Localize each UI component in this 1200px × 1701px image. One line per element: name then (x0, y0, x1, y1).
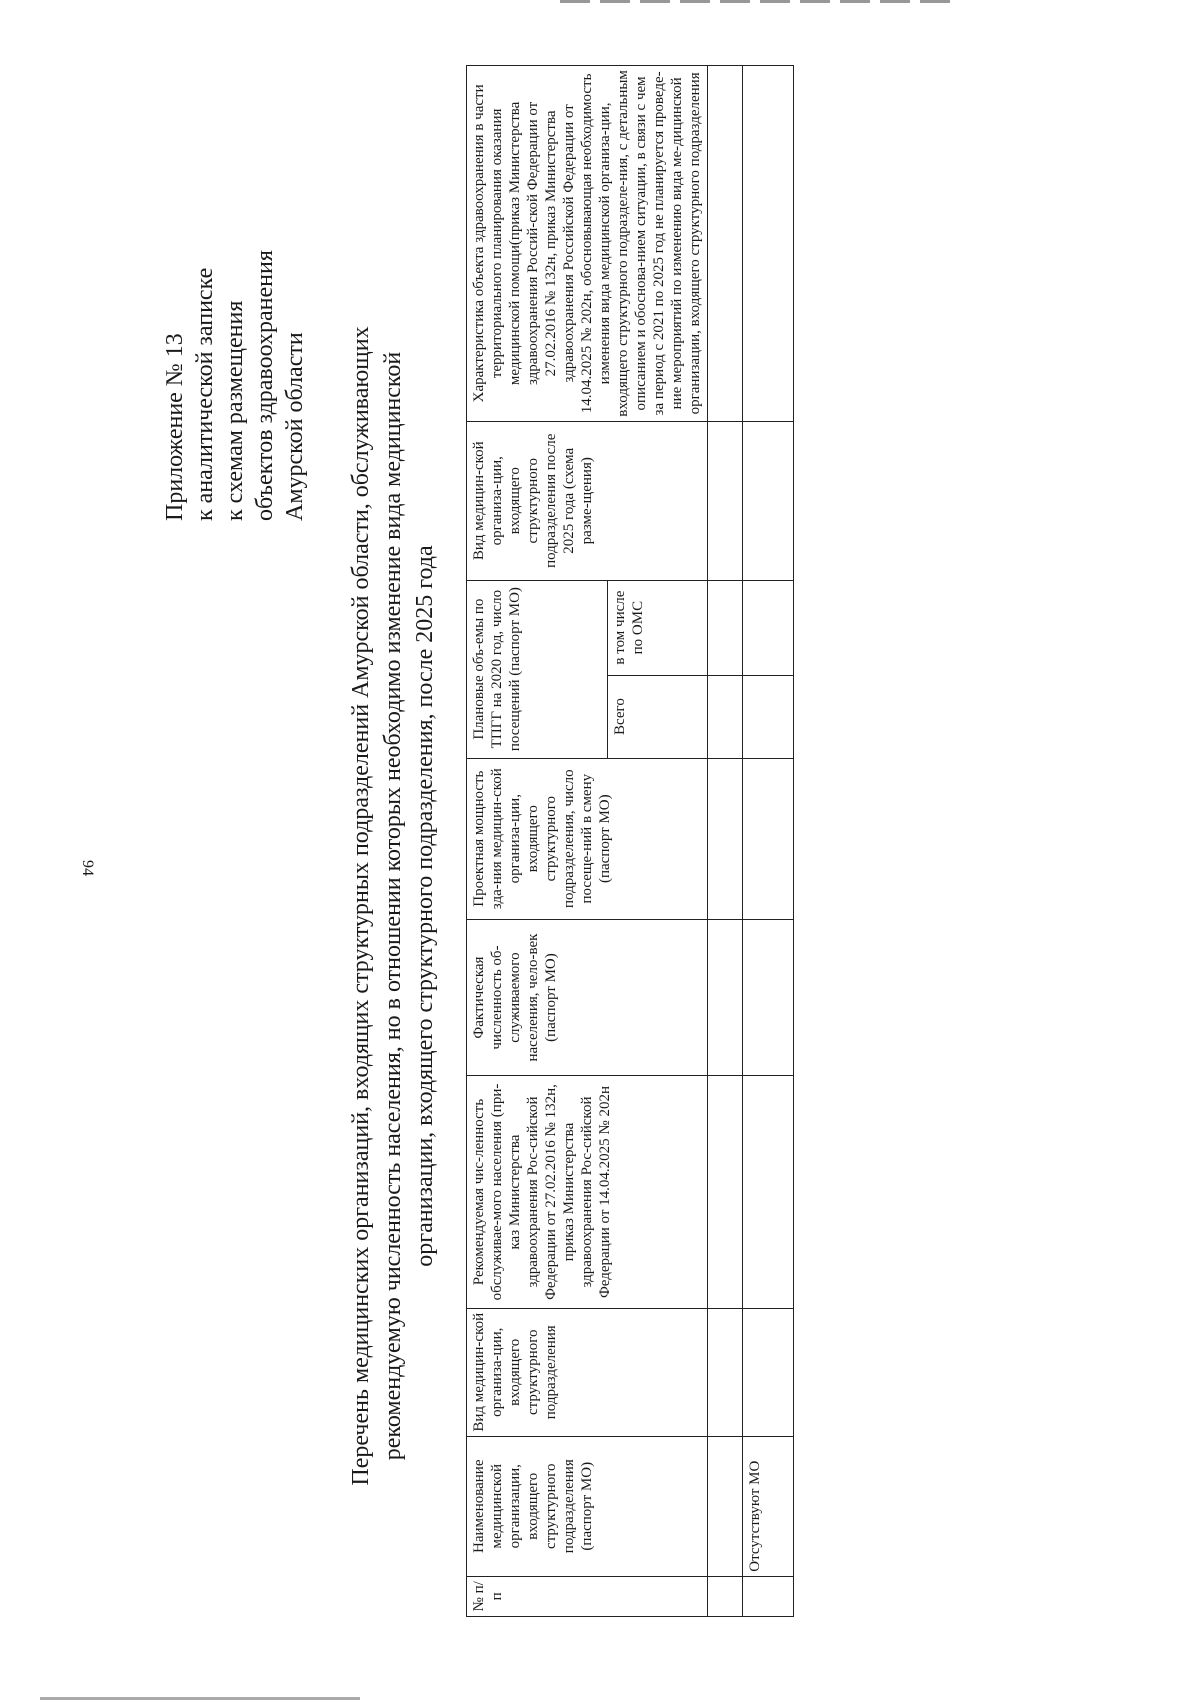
cell-type-after (743, 421, 794, 580)
header-row (467, 66, 608, 1617)
table-cell (708, 1576, 743, 1616)
table-cell (708, 919, 743, 1076)
table-cell (708, 1308, 743, 1436)
table-cell (708, 1076, 743, 1308)
title-line: организации, входящего структурного подразделения, после 2025 года (412, 545, 438, 1267)
cell-recommended (743, 1076, 794, 1308)
cell-num (743, 1576, 794, 1616)
appendix-line: к аналитической записке (192, 267, 218, 521)
header-num: № п/п (467, 1576, 708, 1616)
header-name: Наименование медицинской организации, входящего структурного подразделения (паспорт МО) (467, 1436, 708, 1576)
table-cell (708, 580, 743, 675)
appendix-line: к схемам размещения (222, 300, 248, 521)
page-number: 94 (79, 860, 96, 876)
title-line: Перечень медицинских организаций, входящих структурных подразделений Амурской области, обслуживающих (348, 326, 374, 1486)
table-row-blank (708, 66, 743, 1617)
organizations-table (466, 65, 794, 1617)
header-characteristic: Характеристика объекта здравоохранения в части территориального планирования оказания медицинской помощи(приказ Министерства здравоохранения Россий-ской Федерации от 27.02.2016 № 132н, приказ Министерства здравоохранения Российской Федерации от 14.04.2025 № 202н, обосновывающая необходимость изменения вида медицинской организа-ции, входящего структурного подразделе-ния, с детальным описанием и обоснова-нием ситуации, в связи с чем за период с 2021 по 2025 год не планируется проведе-ние мероприятий по изменению вида ме-дицинской организации, входящего структурного подразделения (467, 66, 708, 422)
table-cell (708, 66, 743, 422)
cell-type (743, 1308, 794, 1436)
document-title (345, 291, 441, 1521)
appendix-line: объектов здравоохранения (252, 250, 278, 521)
cell-oms (743, 580, 794, 675)
header-type-after: Вид медицин-ской организа-ции, входящего структурного подразделения после 2025 года (схема разме-щения) (467, 421, 708, 580)
title-line: рекомендуемую численность населения, но в отношении которых необходимо изменение вида медицинской (380, 351, 406, 1461)
appendix-line: Амурской области (282, 332, 308, 521)
header-planned-total: Всего (608, 675, 708, 758)
table-cell (708, 421, 743, 580)
cell-capacity (743, 758, 794, 919)
cell-actual (743, 919, 794, 1076)
header-type: Вид медицин-ской организа-ции, входящего структурного подразделения (467, 1308, 708, 1436)
cell-total (743, 675, 794, 758)
cell-characteristic (743, 66, 794, 422)
header-actual: Фактическая численность об-служиваемого населения, чело-век (паспорт МО) (467, 919, 708, 1076)
table-cell (708, 675, 743, 758)
table-row (743, 66, 794, 1617)
appendix-line: Приложение № 13 (162, 333, 188, 521)
header-planned-oms: в том числе по ОМС (608, 580, 708, 675)
header-planned: Плановые объ-емы по ТПГГ на 2020 год, число посещений (паспорт МО) (467, 580, 608, 758)
appendix-heading (160, 161, 310, 521)
header-capacity: Проектная мощность зда-ния медицин-ской организа-ции, входящего структурного подразделения, число посеще-ний в смену (паспорт МО) (467, 758, 708, 919)
cell-name: Отсутствуют МО (743, 1436, 794, 1576)
table-cell (708, 758, 743, 919)
table-cell (708, 1436, 743, 1576)
header-recommended: Рекомендуемая чис-ленность обслуживае-мого населения (при-каз Министерства здравоохранения Рос-сийской Федерации от 27.02.2016 № 132н, приказ Министерства здравоохранения Рос-сийской Федерации от 14.04.2025 № 202н (467, 1076, 708, 1308)
